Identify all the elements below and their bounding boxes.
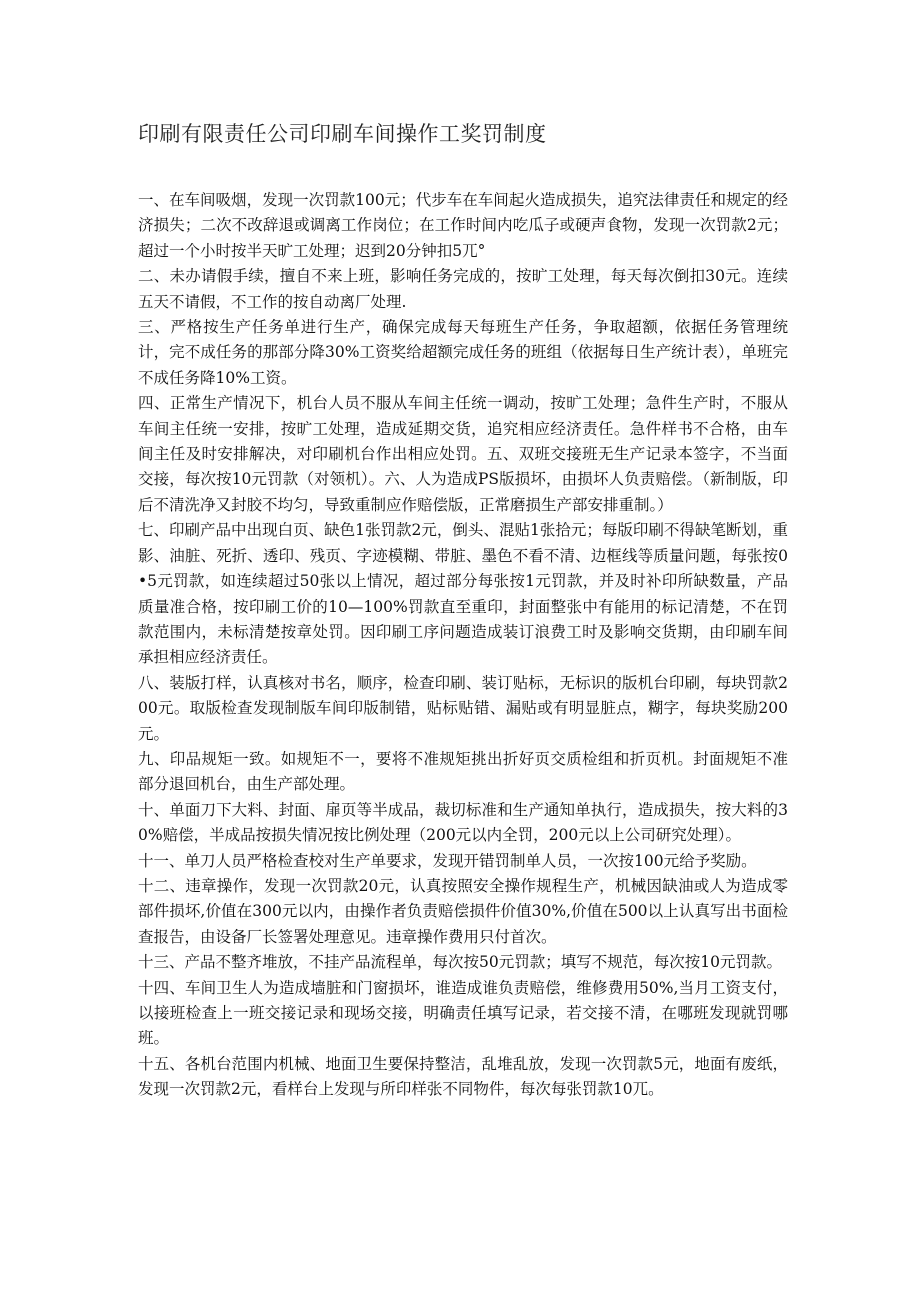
- document-page: [138, 118, 788, 1103]
- paragraph-7: 七、印刷产品中出现白页、缺色1张罚款2元，倒头、混贴1张拾元；每版印刷不得缺笔断划，重影、油脏、死折、透印、残页、字迹模糊、带脏、墨色不看不清、边框线等质量问题，每张按0•5元罚款，如连续超过50张以上情况，超过部分每张按1元罚款，并及时补印所缺数量，产品质量准合格，按印刷工价的10—100%罚款直至重印，封面整张中有能用的标记清楚，不在罚款范围内，未标清楚按章处罚。因印刷工序问题造成装订浪费工时及影响交货期，由印刷车间承担相应经济责任。: [138, 521, 788, 667]
- paragraph-2: 二、未办请假手续，擅自不来上班，影响任务完成的，按旷工处理，每天每次倒扣30元。连续五天不请假，不工作的按自动离厂处理.: [138, 267, 788, 311]
- paragraph-1: 一、在车间吸烟，发现一次罚款100元；代步车在车间起火造成损失，追究法律责任和规定的经济损失；二次不改辞退或调离工作岗位；在工作时间内吃瓜子或硬声食物，发现一次罚款2元；超过一个小时按半天旷工处理；迟到20分钟扣5兀°: [138, 191, 788, 260]
- paragraph-11: 十一、单刀人员严格检查校对生产单要求，发现开错罚制单人员，一次按100元给予奖励。: [138, 851, 757, 870]
- paragraph-12: 十二、违章操作，发现一次罚款20元，认真按照安全操作规程生产，机械因缺油或人为造成零部件损坏,价值在300元以内，由操作者负责赔偿损件价值30%,价值在500以上认真写出书面检查报告，由设备厂长签署处理意见。违章操作费用只付首次。: [138, 876, 788, 946]
- paragraph-8: 八、装版打样，认真核对书名，顺序，检查印刷、装订贴标，无标识的版机台印刷，每块罚款200元。取版检查发现制版车间印版制错，贴标贴错、漏贴或有明显脏点，糊字，每块奖励200元。: [138, 673, 788, 743]
- paragraph-15: 十五、各机台范围内机械、地面卫生要保持整洁，乱堆乱放，发现一次罚款5元，地面有废纸，发现一次罚款2元，看样台上发现与所印样张不同物件，每次每张罚款10兀。: [138, 1054, 788, 1099]
- document-body: [138, 188, 788, 1103]
- document-title: 印刷有限责任公司印刷车间操作工奖罚制度: [138, 122, 547, 146]
- paragraph-14: 十四、车间卫生人为造成墙脏和门窗损坏，谁造成谁负责赔偿，维修费用50%,当月工资支付，以接班检查上一班交接记录和现场交接，明确责任填写记录，若交接不清，在哪班发现就罚哪班。: [138, 978, 788, 1048]
- paragraph-4: 四、正常生产情况下，机台人员不服从车间主任统一调动，按旷工处理；急件生产时，不服从车间主任统一安排，按旷工处理，造成延期交货，追究相应经济责任。急件样书不合格，由车间主任及时安排解决，对印刷机台作出相应处罚。五、双班交接班无生产记录本签字，不当面交接，每次按10元罚款（对领机）。六、人为造成PS版损坏，由损坏人负责赔偿。（新制版，印后不清洗净又封胶不均匀，导致重制应作赔偿版，正常磨损生产部安排重制。）: [138, 394, 788, 514]
- paragraph-13: 十三、产品不整齐堆放，不挂产品流程单，每次按50元罚款；填写不规范，每次按10元罚款。: [138, 953, 782, 972]
- paragraph-9: 九、印品规矩一致。如规矩不一，要将不准规矩挑出折好页交质检组和折页机。封面规矩不准部分退回机台，由生产部处理。: [138, 749, 788, 794]
- paragraph-3: 三、严格按生产任务单进行生产，确保完成每天每班生产任务，争取超额，依据任务管理统计，完不成任务的那部分降30%工资奖给超额完成任务的班组（依据每日生产统计表），单班完不成任务降10%工资。: [138, 318, 788, 387]
- paragraph-10: 十、单面刀下大料、封面、扉页等半成品，裁切标准和生产通知单执行，造成损失，按大料的30%赔偿，半成品按损失情况按比例处理（200元以内全罚，200元以上公司研究处理）。: [138, 800, 788, 845]
